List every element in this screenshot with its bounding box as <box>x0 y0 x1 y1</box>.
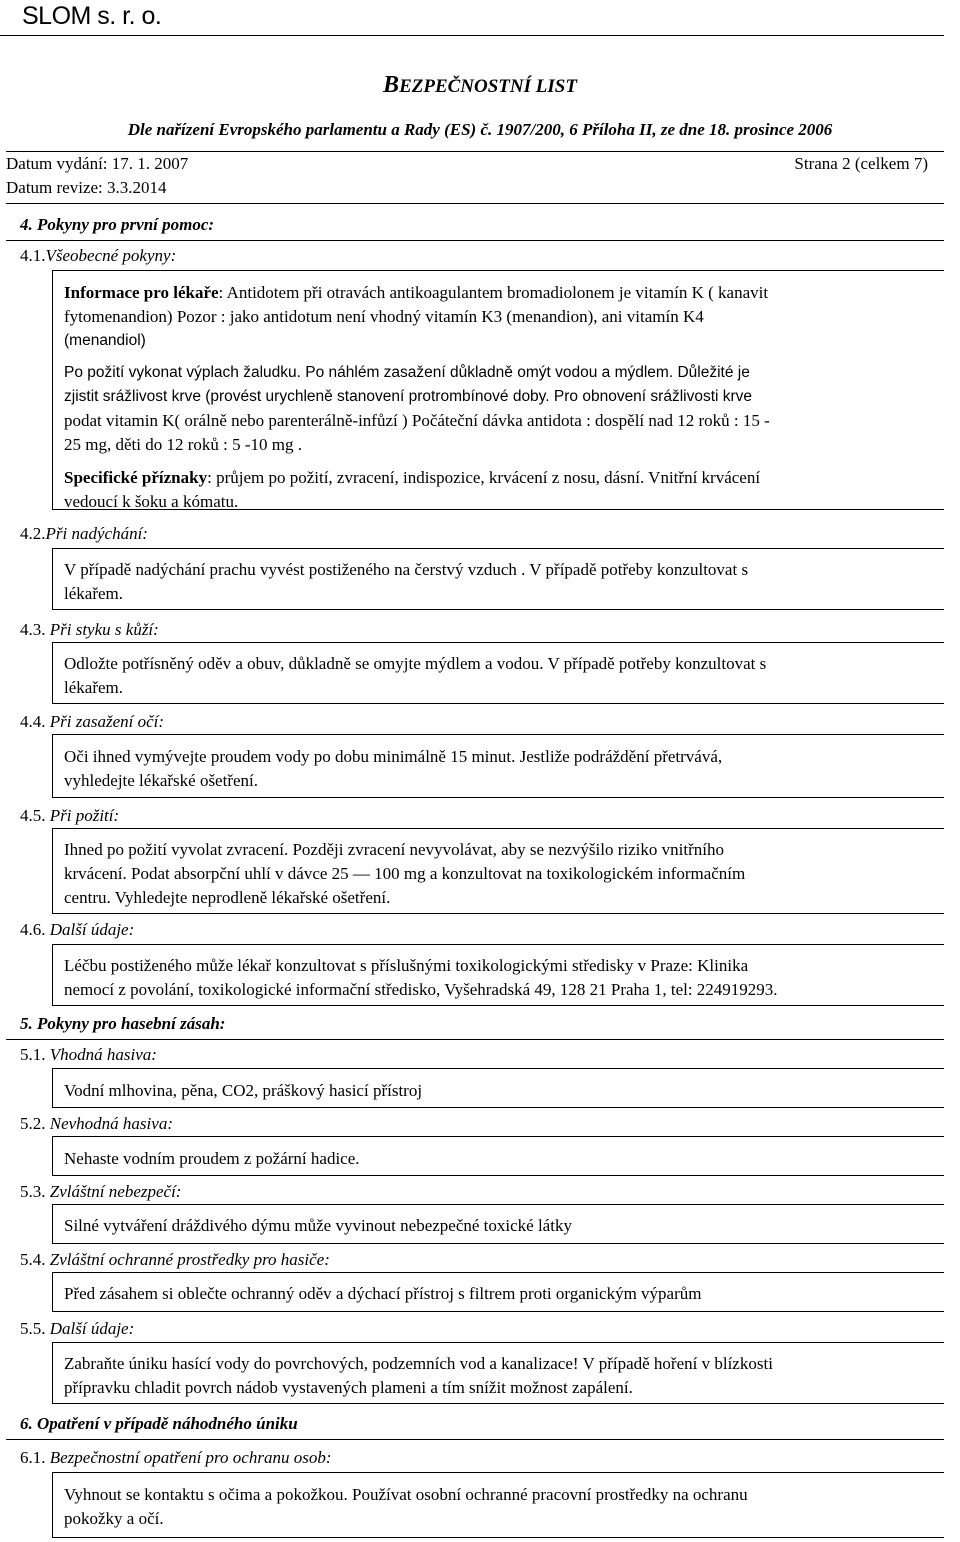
meta-rule-bottom <box>6 203 944 204</box>
document-title: BEZPEČNOSTNÍ LIST <box>383 72 577 98</box>
section-4-1-text: Informace pro lékaře: Antidotem při otravách antikoagulantem bromadiolonem je vitamín K ( kanavit fytomenandion) Pozor : jako antidotum není vhodný vitamín K3 (menandion), ani vitamín K4 (menandiol) Po požití vykonat výplach žaludku. Po náhlém zasažení důkladně omýt vodou a mýdlem. Důležité je zjistit srážlivost krve (provést urychleně stanovení protrombínové doby. Pro obnovení srážlivosti krve podat vitamin K( orálně nebo parenterálně-infůzí ) Počáteční dávka antidota : dospělí nad 12 roků : 15 - 25 mg, děti do 12 roků : 5 -10 mg . Specifické příznaky: průjem po požití, zvracení, indispozice, krvácení z nosu, dásní. Vnitřní krvácení vedoucí k šoku a kómatu. <box>64 283 770 511</box>
section-4-4-heading: 4.4. Při zasažení očí: <box>20 712 165 731</box>
section-4-3-text: Odložte potřísněný oděv a obuv, důkladně se omyjte mýdlem a vodou. V případě potřeby konzultovat s lékařem. <box>64 654 767 697</box>
page-number: Strana 2 (celkem 7) <box>794 154 928 173</box>
section-5-1-text: Vodní mlhovina, pěna, CO2, práškový hasicí přístroj <box>64 1081 423 1100</box>
header-rule <box>0 35 944 36</box>
company-name: SLOM s. r. o. <box>22 2 162 30</box>
section-5-3-text: Silné vytváření dráždivého dýmu může vyvinout nebezpečné toxické látky <box>64 1216 572 1235</box>
section-4-rule <box>6 240 944 241</box>
section-6-heading: 6. Opatření v případě náhodného úniku <box>20 1414 298 1433</box>
section-5-1-heading: 5.1. Vhodná hasiva: <box>20 1045 157 1064</box>
section-5-4-text: Před zásahem si oblečte ochranný oděv a dýchací přístroj s filtrem proti organickým výparům <box>64 1284 702 1303</box>
regulation-line: Dle nařízení Evropského parlamentu a Rady (ES) č. 1907/200, 6 Příloha II, ze dne 18. prosince 2006 <box>127 120 833 139</box>
section-4-6-heading: 4.6. Další údaje: <box>20 920 135 939</box>
section-4-1-heading: 4.1.Všeobecné pokyny: <box>20 246 177 265</box>
section-4-5-text: Ihned po požití vyvolat zvracení. Později zvracení nevyvolávat, aby se nezvýšilo riziko vnitřního krvácení. Podat absorpční uhlí v dávce 25 — 100 mg a konzultovat na toxikologickém informačním centru. Vyhledejte neprodleně lékařské ošetření. <box>64 840 746 907</box>
revision-date: Datum revize: 3.3.2014 <box>6 178 167 197</box>
issue-date: Datum vydání: 17. 1. 2007 <box>6 154 189 173</box>
meta-rule-top <box>6 151 944 152</box>
section-5-3-heading: 5.3. Zvláštní nebezpečí: <box>20 1182 182 1201</box>
section-5-heading: 5. Pokyny pro hasební zásah: <box>20 1014 226 1033</box>
section-6-1-heading: 6.1. Bezpečnostní opatření pro ochranu osob: <box>20 1448 332 1467</box>
section-5-2-text: Nehaste vodním proudem z požární hadice. <box>64 1149 360 1168</box>
section-6-rule <box>6 1439 944 1440</box>
section-4-2-heading: 4.2.Při nadýchání: <box>20 524 148 543</box>
section-5-5-heading: 5.5. Další údaje: <box>20 1319 135 1338</box>
section-4-3-heading: 4.3. Při styku s kůží: <box>20 620 159 639</box>
section-5-4-heading: 5.4. Zvláštní ochranné prostředky pro hasiče: <box>20 1250 330 1269</box>
section-5-2-heading: 5.2. Nevhodná hasiva: <box>20 1114 173 1133</box>
section-4-5-heading: 4.5. Při požití: <box>20 806 120 825</box>
section-4-4-text: Oči ihned vymývejte proudem vody po dobu minimálně 15 minut. Jestliže podráždění přetrvává, vyhledejte lékařské ošetření. <box>64 747 723 790</box>
section-6-1-text: Vyhnout se kontaktu s očima a pokožkou. Používat osobní ochranné pracovní prostředky na ochranu pokožky a očí. <box>64 1485 748 1528</box>
section-4-2-text: V případě nadýchání prachu vyvést postiženého na čerstvý vzduch . V případě potřeby konzultovat s lékařem. <box>64 560 749 603</box>
section-5-rule <box>6 1039 944 1040</box>
section-5-5-text: Zabraňte úniku hasící vody do povrchových, podzemních vod a kanalizace! V případě hoření v blízkosti přípravku chladit povrch nádob vystavených plameni a tím snížit možnost zapálení. <box>64 1354 773 1397</box>
section-4-6-text: Léčbu postiženého může lékař konzultovat s příslušnými toxikologickými středisky v Praze: Klinika nemocí z povolání, toxikologické informační středisko, Vyšehradská 49, 128 21 Praha 1, tel: 224919293. <box>64 956 778 999</box>
section-4-heading: 4. Pokyny pro první pomoc: <box>20 215 215 234</box>
